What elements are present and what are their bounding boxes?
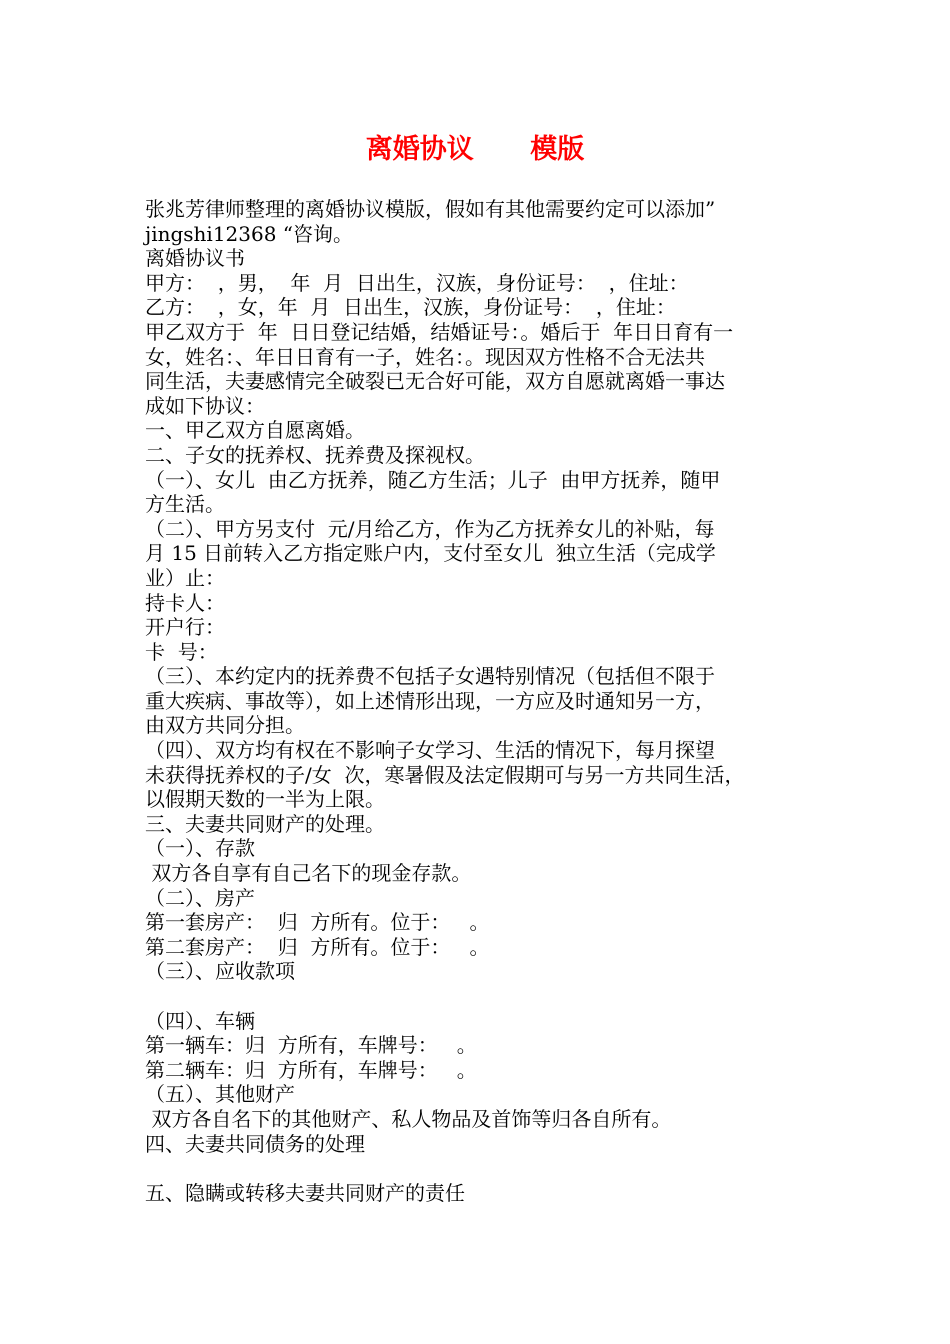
document-line: （一）、存款	[145, 836, 255, 861]
document-line: 一、甲乙双方自愿离婚。	[145, 418, 365, 443]
document-line: 甲方： ，男， 年 月 日出生，汉族，身份证号： ，住址：	[145, 270, 689, 295]
document-body	[145, 197, 845, 1205]
document-line: （三）、应收款项	[145, 959, 295, 984]
blank-line	[145, 1156, 845, 1181]
document-line: 第二套房产： 归 方所有。位于： 。	[145, 934, 490, 959]
document-line: 持卡人：	[145, 590, 225, 615]
document-line: （四）、车辆	[145, 1008, 255, 1033]
document-line: 第二辆车：归 方所有，车牌号： 。	[145, 1057, 477, 1082]
document-line: 由双方共同分担。	[145, 713, 305, 738]
document-line: 张兆芳律师整理的离婚协议模版，假如有其他需要约定可以添加”	[145, 197, 716, 221]
document-line: 同生活，夫妻感情完全破裂已无合好可能，双方自愿就离婚一事达	[145, 369, 725, 394]
document-line: 开户行：	[145, 615, 225, 640]
document-line: 未获得抚养权的子/女 次，寒暑假及法定假期可与另一方共同生活，	[145, 762, 745, 787]
document-line: 业）止：	[145, 565, 225, 590]
document-line: 卡 号：	[145, 639, 218, 664]
document-line: 三、夫妻共同财产的处理。	[145, 811, 385, 836]
document-line: 甲乙双方于 年 日日登记结婚，结婚证号：。婚后于 年日日育有一	[145, 319, 734, 344]
document-line: 双方各自享有自己名下的现金存款。	[145, 861, 472, 886]
document-line: 五、隐瞒或转移夫妻共同财产的责任	[145, 1180, 465, 1205]
document-line: （五）、其他财产	[145, 1082, 295, 1107]
document-line: 双方各自名下的其他财产、私人物品及首饰等归各自所有。	[145, 1106, 672, 1131]
document-line: 第一套房产： 归 方所有。位于： 。	[145, 910, 490, 935]
document-line: （一）、女儿 由乙方抚养，随乙方生活；儿子 由甲方抚养，随甲	[145, 467, 721, 492]
document-line: 月 15 日前转入乙方指定账户内，支付至女儿 独立生活（完成学	[145, 541, 716, 566]
document-line: 乙方： ，女，年 月 日出生，汉族，身份证号： ，住址：	[145, 295, 676, 320]
document-line: （三）、本约定内的抚养费不包括子女遇特别情况（包括但不限于	[145, 664, 715, 689]
document-line: 离婚协议书	[145, 246, 245, 271]
document-line: （二）、房产	[145, 885, 255, 910]
document-line: 成如下协议：	[145, 393, 265, 418]
document-line: 重大疾病、事故等），如上述情形出现，一方应及时通知另一方，	[145, 688, 715, 713]
document-line: 方生活。	[145, 492, 225, 517]
document-line: 第一辆车：归 方所有，车牌号： 。	[145, 1033, 477, 1058]
blank-line	[145, 984, 845, 1009]
document-line: （二）、甲方另支付 元/月给乙方，作为乙方抚养女儿的补贴，每	[145, 516, 715, 541]
document-line: （四）、双方均有权在不影响子女学习、生活的情况下，每月探望	[145, 738, 715, 763]
document-line: 女，姓名：、年日日育有一子，姓名：。现因双方性格不合无法共	[145, 344, 705, 369]
document-line: 以假期天数的一半为上限。	[145, 787, 385, 812]
document-title: 离婚协议 模版	[365, 134, 585, 165]
document-line: 二、子女的抚养权、抚养费及探视权。	[145, 442, 485, 467]
document-line: jingshi12368 “咨询。	[145, 221, 354, 246]
document-line: 四、夫妻共同债务的处理	[145, 1131, 365, 1156]
